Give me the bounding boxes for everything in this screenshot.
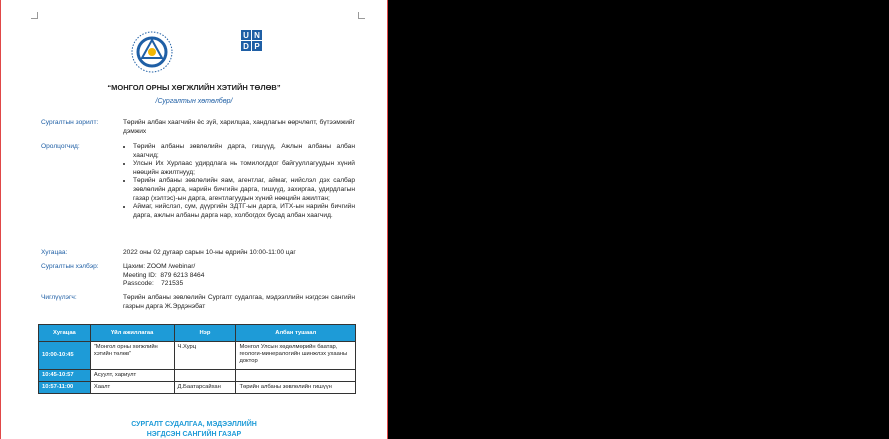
table-row <box>39 382 356 394</box>
participant-item: • Төрийн албаны зөвлөлийн дарга, гишүүд, Ажлын албаны албан хаагчид; <box>133 143 355 160</box>
table-header-cell: Хугацаа <box>39 325 91 342</box>
table-row <box>39 370 356 382</box>
document-page <box>0 0 388 439</box>
format-line: Passcode: 721535 <box>123 280 184 288</box>
margin-corner-marker <box>31 12 38 19</box>
participant-item: • Улсын Их Хурлаас удирдлага нь томилогддог байгууллагуудын хүний нөөцийн ажилтнууд; <box>133 160 355 177</box>
undp-letter: N <box>252 30 262 40</box>
participants-list <box>123 143 355 220</box>
footer-line: СУРГАЛТ СУДАЛГАА, МЭДЭЭЛЛИЙН <box>131 421 257 428</box>
table-header-row <box>39 325 356 342</box>
position-cell: Төрийн албаны зөвлөлийн гишүүн <box>236 382 356 394</box>
name-cell <box>174 370 236 382</box>
schedule-table <box>38 324 356 394</box>
duration-value: 2022 оны 02 дугаар сарын 10-ны өдрийн 10:00-11:00 цаг <box>123 249 296 256</box>
name-cell: Д.Баатарсайхан <box>174 382 236 394</box>
table-header-cell: Албан тушаал <box>236 325 356 342</box>
time-cell: 10:00-10:45 <box>39 342 91 370</box>
undp-letter: D <box>241 41 251 51</box>
format-label: Сургалтын хэлбэр: <box>41 263 99 270</box>
activity-cell: Хаалт <box>90 382 174 394</box>
organization-emblem-logo <box>129 30 175 74</box>
table-header-cell: Үйл ажиллагаа <box>90 325 174 342</box>
undp-letter: P <box>252 41 262 51</box>
format-line: Цахим: ZOOM /webinar/ <box>123 263 196 270</box>
organizer-label: Чиглүүлэгч: <box>41 294 77 301</box>
goal-label: Сургалтын зорилт: <box>41 119 99 126</box>
organizer-value: Төрийн албаны зөвлөлийн Сургалт судалгаа, мэдээллийн нэгдсэн сангийн газрын дарга Ж.Эрдэнэбат <box>123 294 355 310</box>
participant-item: • Төрийн албаны зөвлөлийн яам, агентлаг, аймаг, нийслэл дэх салбар зөвлөлийн дарга, нарийн бичгийн дарга, гишүүд, захиргаа, удирдлагын газар (хэлтэс)-ын дарга, агентлагуудын хүний нөөцийн ажилтан; <box>133 177 355 203</box>
format-value <box>123 263 355 289</box>
name-cell: Ч.Хурц <box>174 342 236 370</box>
participant-item: • Аймаг, нийслэл, сум, дүүргийн ЗДТГ-ын дарга, ИТХ-ын нарийн бичгийн дарга, ажлын албаны дарга нар, холбогдох бусад албан хаагчид. <box>133 203 355 220</box>
document-subtitle: /Сургалтын хөтөлбөр/ <box>155 98 233 105</box>
format-line: Meeting ID: 879 6213 8464 <box>123 271 205 279</box>
table-row <box>39 342 356 370</box>
goal-value: Төрийн албан хаагчийн ёс зүй, харилцаа, хандлагын өөрчлөлт, бүтээмжийг дэмжих <box>123 119 355 135</box>
table-header-cell: Нэр <box>174 325 236 342</box>
undp-logo <box>241 30 263 70</box>
participants-label: Оролцогчид: <box>41 143 80 150</box>
activity-cell: Асуулт, хариулт <box>90 370 174 382</box>
position-cell: Монгол Улсын хөдөлмөрийн баатар, геологи-минералогийн шинжлэх ухааны доктор <box>236 342 356 370</box>
undp-letter: U <box>241 30 251 40</box>
duration-label: Хугацаа: <box>41 249 68 256</box>
time-cell: 10:45-10:57 <box>39 370 91 382</box>
margin-corner-marker <box>358 12 365 19</box>
footer-line: НЭГДСЭН САНГИЙН ГАЗАР <box>146 431 242 438</box>
document-title: “МОНГОЛ ОРНЫ ХӨГЖЛИЙН ХЭТИЙН ТӨЛӨВ” <box>107 83 281 92</box>
activity-cell: “Монгол орны хөгжлийн хэтийн төлөв” <box>90 342 174 370</box>
footer-organization <box>1 420 387 439</box>
position-cell <box>236 370 356 382</box>
time-cell: 10:57-11:00 <box>39 382 91 394</box>
